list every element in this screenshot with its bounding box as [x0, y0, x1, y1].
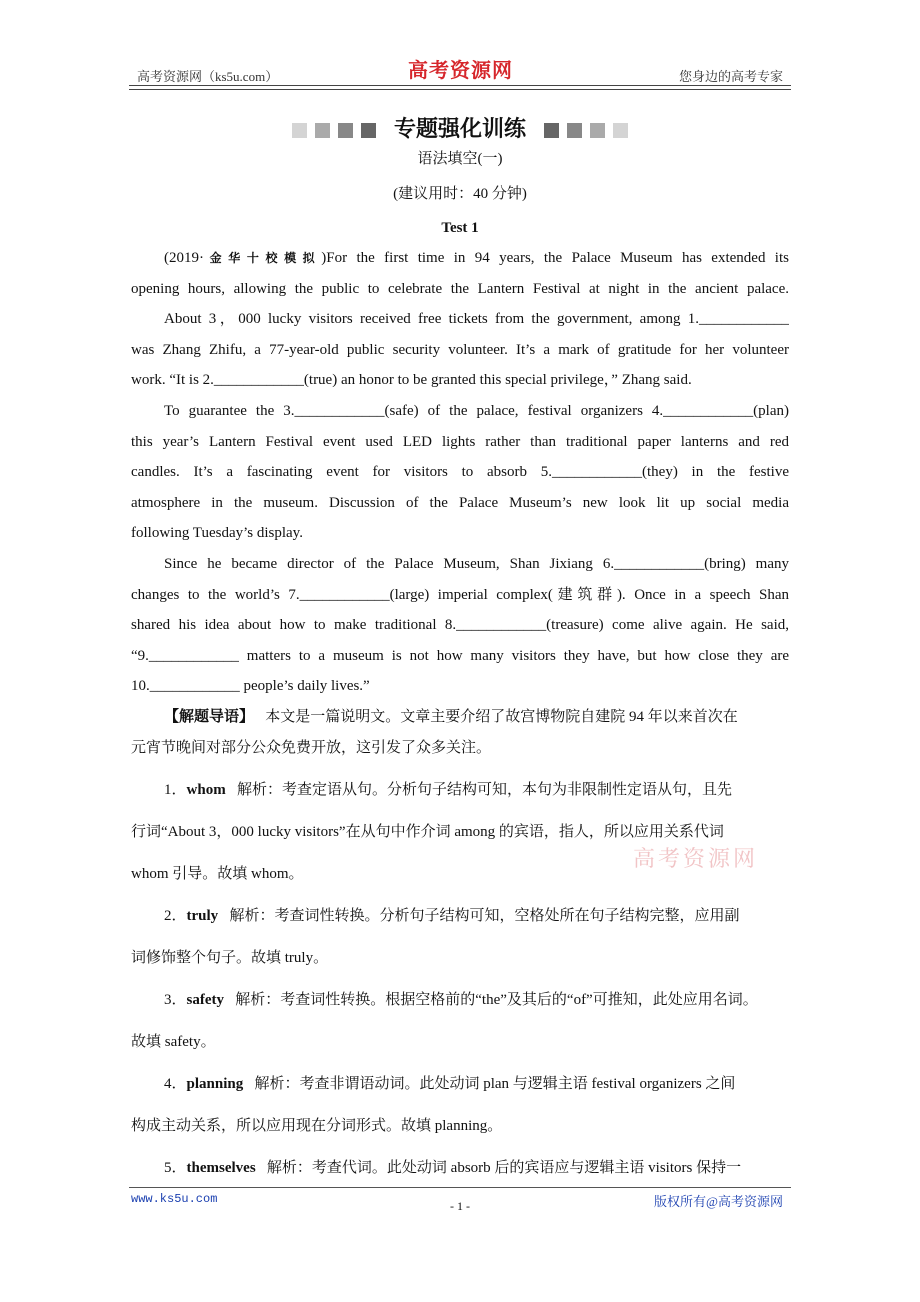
page-title	[0, 112, 920, 143]
answer-explanation: 解析：考查词性转换。根据空格前的“the”及其后的“of”可推知，此处应用名词。	[235, 992, 758, 1008]
passage-line: To guarantee the 3.____________(safe) of the palace, festival organizers 4.____________(plan)	[164, 402, 789, 419]
header-slogan: 您身边的高考专家	[678, 69, 783, 84]
header-site-name: 高考资源网（ks5u.com）	[137, 69, 279, 84]
answer-line: 故填 safety。	[131, 1034, 216, 1050]
answer-word: truly	[186, 908, 219, 924]
answer-number: 1．	[164, 782, 187, 798]
watermark: 高考资源网	[633, 847, 759, 872]
decor-square-icon	[338, 123, 353, 138]
answer-line: 词修饰整个句子。故填 truly。	[131, 950, 329, 966]
decor-square-icon	[544, 123, 559, 138]
answer-word: safety	[186, 992, 225, 1008]
answer-line	[131, 1074, 789, 1116]
answer-line	[131, 990, 789, 1032]
page-number: - 1 -	[450, 1199, 470, 1213]
answer-word: whom	[186, 782, 226, 798]
title-text: 专题强化训练	[393, 117, 526, 142]
decor-square-icon	[590, 123, 605, 138]
answer-number: 3．	[164, 992, 187, 1008]
source-prefix: (2019·	[164, 250, 204, 266]
answer-line	[131, 906, 789, 948]
time-note: (建议用时：40 分钟)	[393, 186, 527, 202]
subtitle: 语法填空(一)	[417, 151, 503, 167]
guide-line	[131, 707, 789, 738]
passage-text: For the first time in 94 years, the Palace Museum has extended its	[326, 250, 789, 266]
test-label: Test 1	[441, 220, 479, 236]
decor-square-icon	[315, 123, 330, 138]
decor-square-icon	[613, 123, 628, 138]
header-logo: 高考资源网	[408, 58, 513, 82]
answer-line	[131, 780, 789, 822]
answer-explanation: 解析：考查非谓语动词。此处动词 plan 与逻辑主语 festival organizers 之间	[254, 1076, 736, 1092]
passage-line: 10.____________ people’s daily lives.”	[131, 678, 370, 695]
passage-line: this year’s Lantern Festival event used LED lights rather than traditional paper lanterns and red	[131, 433, 789, 450]
decor-square-icon	[361, 123, 376, 138]
answer-line: 构成主动关系，所以应用现在分词形式。故填 planning。	[131, 1118, 503, 1134]
answer-word: planning	[186, 1076, 244, 1092]
passage-line: atmosphere in the museum. Discussion of the Palace Museum’s new look lit up social media	[131, 494, 789, 511]
answer-explanation: 解析：考查定语从句。分析句子结构可知，本句为非限制性定语从句，且先	[236, 782, 732, 798]
guide-line: 元宵节晚间对部分公众免费开放，这引发了众多关注。	[131, 740, 492, 756]
passage-line: “9.____________ matters to a museum is not how many visitors they have, but how close they are	[131, 647, 789, 664]
passage-line: About 3，000 lucky visitors received free tickets from the government, among 1.____________	[164, 311, 789, 328]
passage-line: was Zhang Zhifu, a 77-year-old public security volunteer. It’s a mark of gratitude for her volunteer	[131, 341, 789, 358]
answer-number: 5．	[164, 1160, 187, 1176]
decor-square-icon	[567, 123, 582, 138]
footer-copyright: 版权所有@高考资源网	[654, 1194, 783, 1209]
guide-text: 本文是一篇说明文。文章主要介绍了故宫博物院自建院 94 年以来首次在	[265, 709, 738, 725]
answer-word: themselves	[186, 1160, 256, 1176]
decor-square-icon	[292, 123, 307, 138]
guide-label: 【解题导语】	[164, 709, 255, 725]
answer-line: 行词“About 3，000 lucky visitors”在从句中作介词 among 的宾语，指人，所以应用关系代词	[131, 824, 724, 840]
passage-line: following Tuesday’s display.	[131, 525, 303, 542]
passage-line: opening hours, allowing the public to celebrate the Lantern Festival at night in the ancient palace.	[131, 280, 789, 297]
passage-line: shared his idea about how to make traditional 8.____________(treasure) come alive again. He said,	[131, 617, 789, 634]
footer-divider	[129, 1187, 791, 1188]
answer-line: whom 引导。故填 whom。	[131, 866, 304, 882]
source-name: 金华十校模拟	[204, 251, 322, 265]
passage-line: changes to the world’s 7.____________(large) imperial complex(建筑群). Once in a speech Shan	[131, 586, 789, 603]
passage-line: work. “It is 2.____________(true) an honor to be granted this special privilege，” Zhang said.	[131, 372, 692, 389]
passage-line: (2019·金华十校模拟)For the first time in 94 years, the Palace Museum has extended its	[164, 250, 789, 266]
answer-number: 4．	[164, 1076, 187, 1092]
passage-line: candles. It’s a fascinating event for visitors to absorb 5.____________(they) in the festive	[131, 464, 789, 481]
answer-explanation: 解析：考查词性转换。分析句子结构可知，空格处所在句子结构完整，应用副	[229, 908, 740, 924]
answer-number: 2．	[164, 908, 187, 924]
passage	[131, 248, 789, 707]
passage-line: Since he became director of the Palace Museum, Shan Jixiang 6.____________(bring) many	[164, 555, 789, 572]
footer-link[interactable]: www.ks5u.com	[131, 1192, 218, 1206]
header-divider	[129, 85, 791, 90]
answer-explanation: 解析：考查代词。此处动词 absorb 后的宾语应与逻辑主语 visitors 保持一	[266, 1160, 742, 1176]
answer-section	[131, 707, 789, 1200]
